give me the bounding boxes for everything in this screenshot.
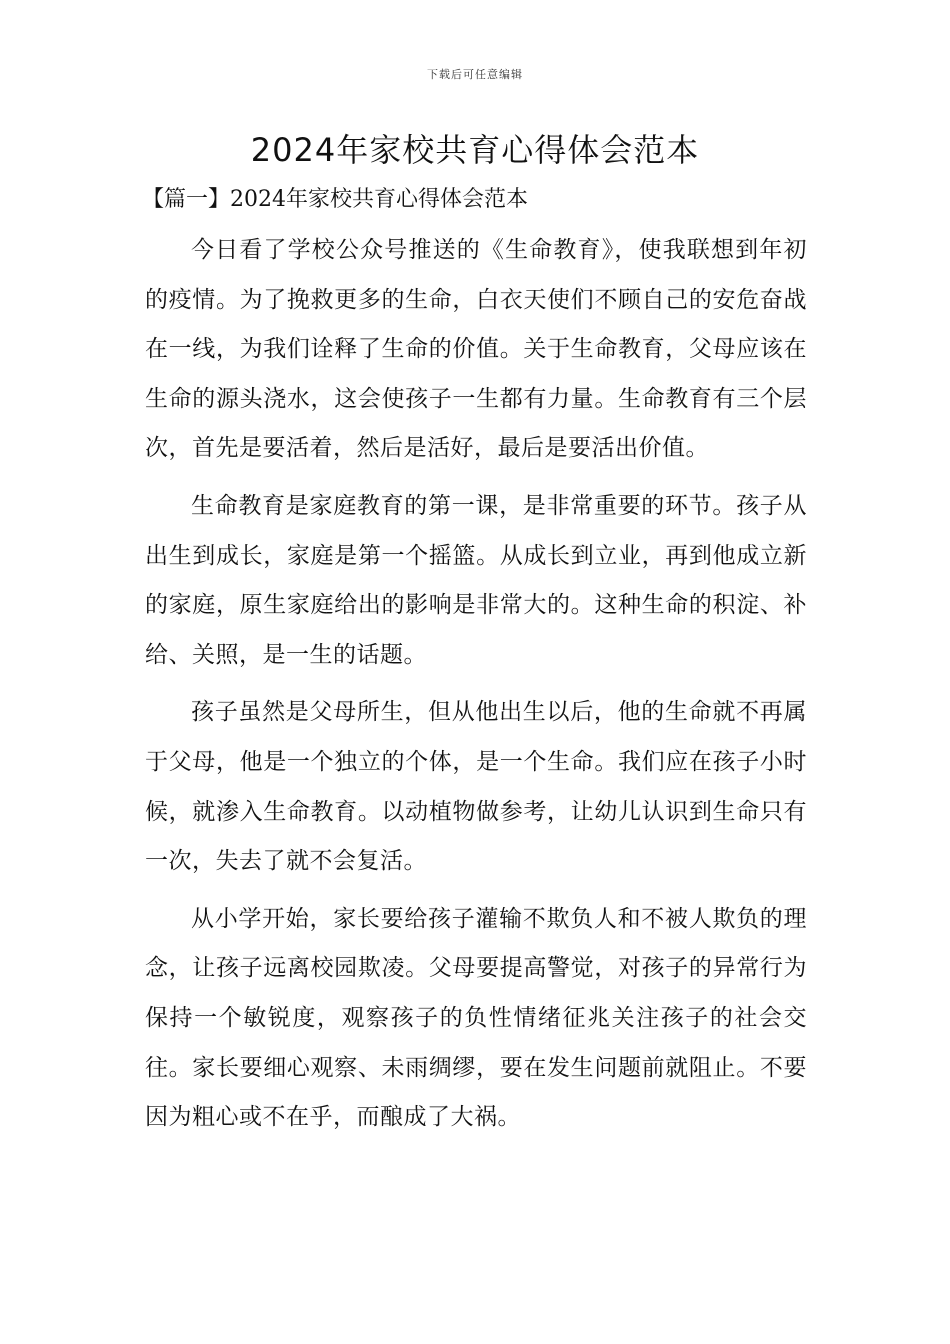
paragraph-4: 从小学开始，家长要给孩子灌输不欺负人和不被人欺负的理念，让孩子远离校园欺凌。父母要提高警觉，对孩子的异常行为保持一个敏锐度，观察孩子的负性情绪征兆关注孩子的社会交往。家长要细心观察、未雨绸缪，要在发生问题前就阻止。不要因为粗心或不在乎，而酿成了大祸。 (145, 905, 807, 1131)
header-note: 下载后可任意编辑 (427, 68, 523, 81)
paragraph-3: 孩子虽然是父母所生，但从他出生以后，他的生命就不再属于父母，他是一个独立的个体，是一个生命。我们应在孩子小时候，就渗入生命教育。以动植物做参考，让幼儿认识到生命只有一次，失去了就不会复活。 (145, 699, 807, 875)
paragraph-2: 生命教育是家庭教育的第一课，是非常重要的环节。孩子从出生到成长，家庭是第一个摇篮。从成长到立业，再到他成立新的家庭，原生家庭给出的影响是非常大的。这种生命的积淀、补给、关照，是一生的话题。 (145, 492, 807, 668)
body-text (145, 226, 807, 1151)
paragraph-1: 今日看了学校公众号推送的《生命教育》，使我联想到年初的疫情。为了挽救更多的生命，白衣天使们不顾自己的安危奋战在一线，为我们诠释了生命的价值。关于生命教育，父母应该在生命的源头浇水，这会使孩子一生都有力量。生命教育有三个层次，首先是要活着，然后是活好，最后是要活出价值。 (145, 237, 807, 462)
section-heading: 【篇一】2024年家校共育心得体会范本 (142, 187, 528, 212)
document-title: 2024年家校共育心得体会范本 (250, 131, 700, 169)
